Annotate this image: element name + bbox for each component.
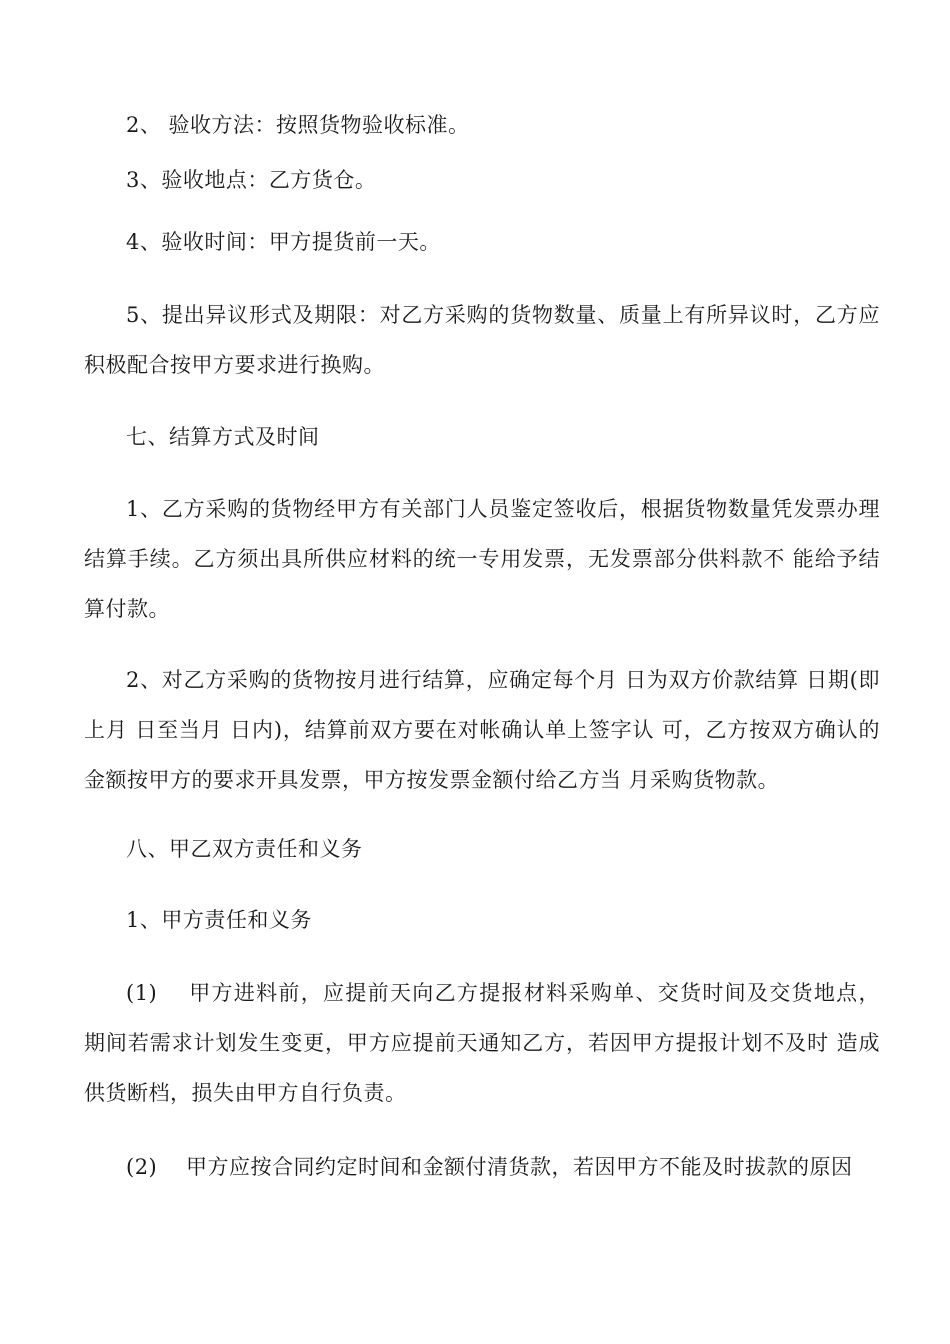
paragraph-settlement-procedure: 1、乙方采购的货物经甲方有关部门人员鉴定签收后，根据货物数量凭发票办理结算手续。乙方须出具所供应材料的统一专用发票，无发票部分供料款不 能给予结算付款。 bbox=[84, 497, 880, 621]
subsection-heading-party-a: 1、甲方责任和义务 bbox=[126, 908, 312, 932]
paragraph-acceptance-location: 3、验收地点：乙方货仓。 bbox=[126, 168, 377, 192]
section-heading-settlement: 七、结算方式及时间 bbox=[126, 425, 320, 449]
paragraph-acceptance-time: 4、验收时间：甲方提货前一天。 bbox=[126, 230, 441, 254]
paragraph-party-a-item-2: (2) 甲方应按合同约定时间和金额付清货款，若因甲方不能及时拔款的原因 bbox=[126, 1155, 853, 1179]
paragraph-monthly-settlement: 2、对乙方采购的货物按月进行结算，应确定每个月 日为双方价款结算 日期(即上月 日至当月 日内)，结算前双方要在对帐确认单上签字认 可，乙方按双方确认的金额按甲方的要求开具发票，甲方按发票金额付给乙方当 月采购货物款。 bbox=[84, 668, 880, 792]
paragraph-objection-terms: 5、提出异议形式及期限：对乙方采购的货物数量、质量上有所异议时，乙方应积极配合按甲方要求进行换购。 bbox=[84, 303, 880, 377]
section-heading-responsibilities: 八、甲乙双方责任和义务 bbox=[126, 837, 363, 861]
paragraph-party-a-item-1: (1) 甲方进料前，应提前天向乙方提报材料采购单、交货时间及交货地点， 期间若需求计划发生变更，甲方应提前天通知乙方，若因甲方提报计划不及时 造成供货断档，损失由甲方自行负责。 bbox=[84, 981, 895, 1105]
paragraph-acceptance-method: 2、 验收方法：按照货物验收标准。 bbox=[126, 113, 470, 137]
